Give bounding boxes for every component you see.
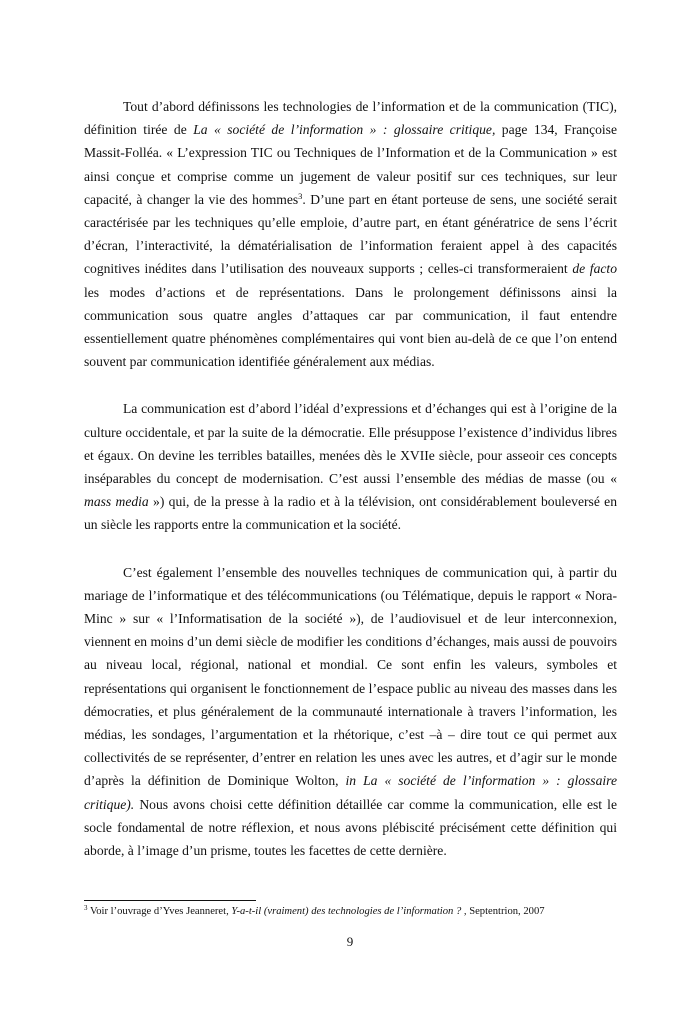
paragraph-spacer [84,373,617,397]
p1-de-facto: de facto [572,261,617,277]
p2-text-a: La communication est d’abord l’idéal d’expressions et d’échanges qui est à l’origine de la culture occidentale, et par la suite de la démocratie. Elle présuppose l’existence d’individus libres et égaux. On devine les terribles batailles, menées dès le XVIIe siècle, pour asseoir ces concepts inséparables du concept de modernisation. C’est aussi l’ensemble des médias de masse (ou « [84,401,617,487]
p3-source-citation: in La « société de l’information » : glossaire critique). [84,773,617,812]
p2-text-c: ») qui, de la presse à la radio et à la télévision, ont considérablement bouleversé en un siècle les rapports entre la communication et la société. [84,494,617,533]
paragraph-new-techniques [84,561,617,863]
paragraph-communication-ideal [84,397,617,536]
p1-text-c: page 134, Françoise Massit-Folléa. « L’expression TIC ou Techniques de l’Information et de la Communication » est ainsi conçue et comprise comme un jugement de valeur positif sur ces techniques, sur leur capacité, à changer la vie des hommes [84,122,618,207]
p1-text-a: Tout d’abord définissons les technologies de l’information et de la communication (TIC), définition tirée de [84,99,617,138]
footnote-number: 3 [84,904,88,912]
p1-text-f: les modes d’actions et de représentations. Dans le prolongement définissons ainsi la communication sous quatre angles d’attaques car par communication, il faut entendre essentiellement quatre phénomènes complémentaires qui vont bien au-delà de ce que l’on entend souvent par communication identifiée généralement aux médias. [84,284,617,370]
footnote-text-a: Voir l’ouvrage d’Yves Jeanneret, [87,906,232,917]
p1-text-d: . D’une part en étant porteuse de sens, une société serait caractérisée par les techniques qu’elle emploie, d’autre part, en étant génératrice de sens l’écrit d’écran, l’interactivité, la dématérialisation de l’information feraient appel à des capacités cognitives inédites dans l’utilisation des nouveaux supports ; celles-ci transformeraient [84,191,617,277]
page-body [84,95,617,862]
paragraph-tic-definition [84,95,617,373]
p2-mass-media: mass media [84,494,149,510]
p3-text-c: Nous avons choisi cette définition détaillée car comme la communication, elle est le socle fondamental de notre réflexion, et nous avons plébiscité précisément cette définition qui aborde, à l’image d’un prisme, toutes les facettes de cette dernière. [84,796,617,859]
footnote-separator [84,900,256,901]
paragraph-spacer [84,537,617,561]
footnote-reference[interactable]: 3 [298,190,303,201]
p3-text-a: C’est également l’ensemble des nouvelles techniques de communication qui, à partir du mariage de l’informatique et des télécommunications (ou Télématique, depuis le rapport « Nora-Minc » sur « l’Informatisation de la société »), de l’audiovisuel et de leur interconnexion, viennent en moins d’un demi siècle de modifier les conditions d’échanges, mais aussi de pouvoirs au niveau local, régional, national et mondial. Ce sont enfin les valeurs, symboles et représentations qui organisent le fonctionnement de l’espace public au niveau des masses dans les démocraties, et plus généralement de la communauté internationale à travers l’information, les médias, les sondages, l’argumentation et la rhétorique, c’est –à – dire tout ce qui permet aux collectivités de se représenter, d’entrer en relation les unes avec les autres, et d’agir sur le monde d’après la définition de Dominique Wolton, [84,564,617,789]
footnote-book-title: Y-a-t-il (vraiment) des technologies de l’information ? , [231,906,467,917]
footnote [84,905,644,919]
p1-book-title: La « société de l’information » : glossaire critique, [193,122,496,138]
footnote-text-c: Septentrion, 2007 [466,906,545,917]
page-number: 9 [346,934,354,949]
